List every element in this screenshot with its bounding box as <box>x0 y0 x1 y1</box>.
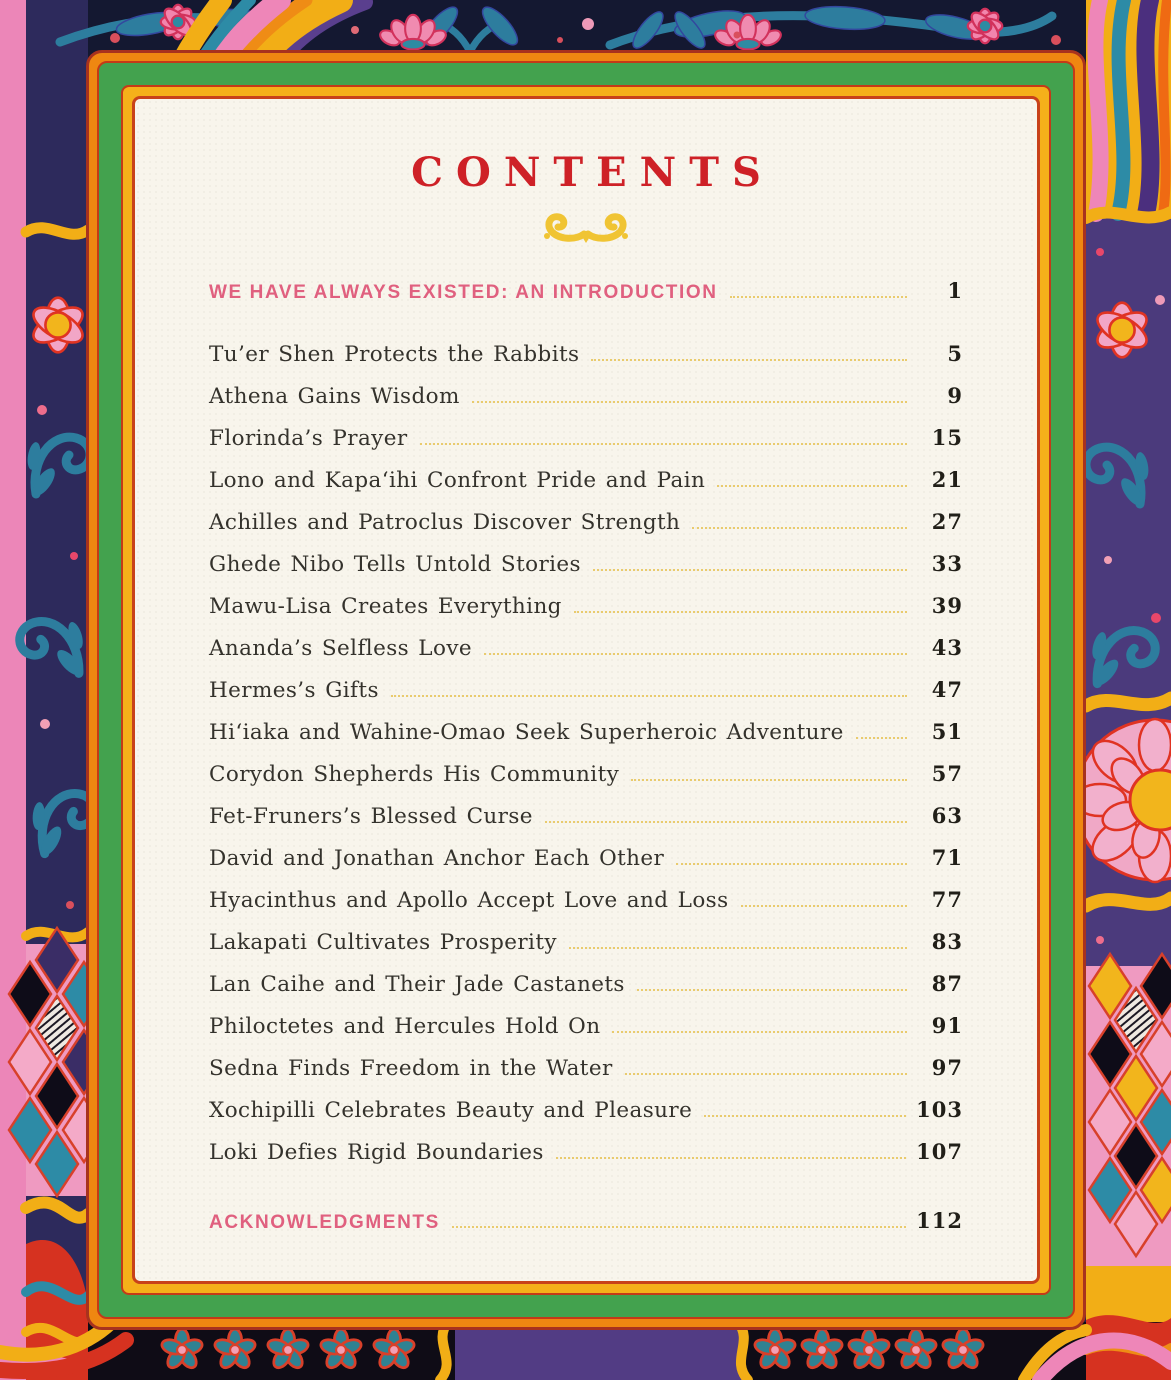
dotted-leader <box>420 443 907 445</box>
dotted-leader <box>591 359 907 361</box>
toc-entry-page: 57 <box>931 761 963 786</box>
toc-entry-title: Lono and Kapaʻihi Confront Pride and Pain <box>209 468 706 493</box>
page-frame <box>86 50 1086 1330</box>
page-frame-yellow-band <box>121 85 1051 1295</box>
toc-entry-title: Lakapati Cultivates Prosperity <box>209 930 557 955</box>
toc-chapter-row <box>209 805 963 828</box>
toc-entry-page: 51 <box>931 719 963 744</box>
toc-chapter-row <box>209 1015 963 1038</box>
toc-entry-title: Fet-Fruners’s Blessed Curse <box>209 804 533 829</box>
toc-chapter-row <box>209 847 963 870</box>
toc-entry-page: 33 <box>931 551 963 576</box>
toc-chapter-row <box>209 721 963 744</box>
toc-acknowledgments-row <box>209 1210 963 1233</box>
toc-chapter-row <box>209 469 963 492</box>
page-frame-green-band <box>97 61 1075 1319</box>
toc-entry-page: 39 <box>931 593 963 618</box>
toc-entry-title: Sedna Finds Freedom in the Water <box>209 1056 613 1081</box>
toc-chapter-row <box>209 553 963 576</box>
dotted-leader <box>452 1226 906 1228</box>
toc-chapter-row <box>209 595 963 618</box>
toc-entry-title: David and Jonathan Anchor Each Other <box>209 846 665 871</box>
toc-entry-page: 9 <box>947 383 963 408</box>
dotted-leader <box>574 611 907 613</box>
toc-chapter-row <box>209 763 963 786</box>
toc-entry-page: 15 <box>931 425 963 450</box>
toc-entry-page: 83 <box>931 929 963 954</box>
toc-chapter-list <box>209 343 963 1164</box>
contents-panel <box>132 96 1040 1284</box>
toc-entry-title: Xochipilli Celebrates Beauty and Pleasure <box>209 1098 693 1123</box>
toc-entry-title: Hiʻiaka and Wahine-Omao Seek Superheroic Adventure <box>209 720 844 745</box>
toc-chapter-row <box>209 511 963 534</box>
toc-entry-page: 47 <box>931 677 963 702</box>
toc-entry-title: Mawu-Lisa Creates Everything <box>209 594 562 619</box>
toc-chapter-row <box>209 343 963 366</box>
toc-entry-title: Corydon Shepherds His Community <box>209 762 620 787</box>
toc-entry-page: 87 <box>931 971 963 996</box>
toc-entry-title: Loki Defies Rigid Boundaries <box>209 1140 544 1165</box>
toc-entry-title: Achilles and Patroclus Discover Strength <box>209 510 681 535</box>
dotted-leader <box>569 947 907 949</box>
toc-entry-title: Tu’er Shen Protects the Rabbits <box>209 342 580 367</box>
double-scroll-ornament-icon <box>538 210 634 244</box>
toc-chapter-row <box>209 637 963 660</box>
toc-chapter-row <box>209 427 963 450</box>
toc-entry-page: 97 <box>931 1055 963 1080</box>
toc-chapter-row <box>209 931 963 954</box>
dotted-leader <box>730 296 907 298</box>
dotted-leader <box>391 695 907 697</box>
toc-acknowledgments-page: 112 <box>916 1208 963 1233</box>
dotted-leader <box>593 569 907 571</box>
toc-entry-page: 5 <box>947 341 963 366</box>
toc-intro-page: 1 <box>947 278 963 303</box>
dotted-leader <box>484 653 907 655</box>
toc-entry-title: Lan Caihe and Their Jade Castanets <box>209 972 625 997</box>
toc-entry-page: 27 <box>931 509 963 534</box>
toc-chapter-row <box>209 1057 963 1080</box>
toc-entry-page: 63 <box>931 803 963 828</box>
dotted-leader <box>704 1115 906 1117</box>
toc-entry-title: Florinda’s Prayer <box>209 426 408 451</box>
toc-entry-page: 77 <box>931 887 963 912</box>
dotted-leader <box>692 527 907 529</box>
toc-entry-page: 91 <box>931 1013 963 1038</box>
dotted-leader <box>717 485 907 487</box>
toc-entry-title: Ananda’s Selfless Love <box>209 636 472 661</box>
toc-acknowledgments-label: ACKNOWLEDGMENTS <box>209 1212 440 1233</box>
toc-entry-title: Hyacinthus and Apollo Accept Love and Loss <box>209 888 729 913</box>
toc-entry-title: Hermes’s Gifts <box>209 678 379 703</box>
right-harlequin-diamonds <box>1086 954 1171 1266</box>
toc-entry-page: 103 <box>916 1097 963 1122</box>
toc-chapter-row <box>209 1141 963 1164</box>
toc-entry-page: 43 <box>931 635 963 660</box>
contents-title: CONTENTS <box>411 149 774 196</box>
toc-chapter-row <box>209 1099 963 1122</box>
toc-entry-title: Athena Gains Wisdom <box>209 384 460 409</box>
dotted-leader <box>637 989 907 991</box>
toc-entry-page: 71 <box>931 845 963 870</box>
dotted-leader <box>545 821 907 823</box>
toc-intro-row <box>209 280 963 303</box>
toc-intro-label: WE HAVE ALWAYS EXISTED: AN INTRODUCTION <box>209 282 718 303</box>
dotted-leader <box>625 1073 907 1075</box>
toc-chapter-row <box>209 385 963 408</box>
dotted-leader <box>612 1031 907 1033</box>
toc-entry-title: Ghede Nibo Tells Untold Stories <box>209 552 581 577</box>
toc-entry-title: Philoctetes and Hercules Hold On <box>209 1014 601 1039</box>
toc-entry-page: 21 <box>931 467 963 492</box>
dotted-leader <box>472 401 907 403</box>
dotted-leader <box>631 779 907 781</box>
dotted-leader <box>741 905 907 907</box>
dotted-leader <box>556 1157 906 1159</box>
dotted-leader <box>856 737 907 739</box>
toc-entry-page: 107 <box>916 1139 963 1164</box>
toc-chapter-row <box>209 973 963 996</box>
toc-chapter-row <box>209 889 963 912</box>
toc-chapter-row <box>209 679 963 702</box>
dotted-leader <box>676 863 907 865</box>
